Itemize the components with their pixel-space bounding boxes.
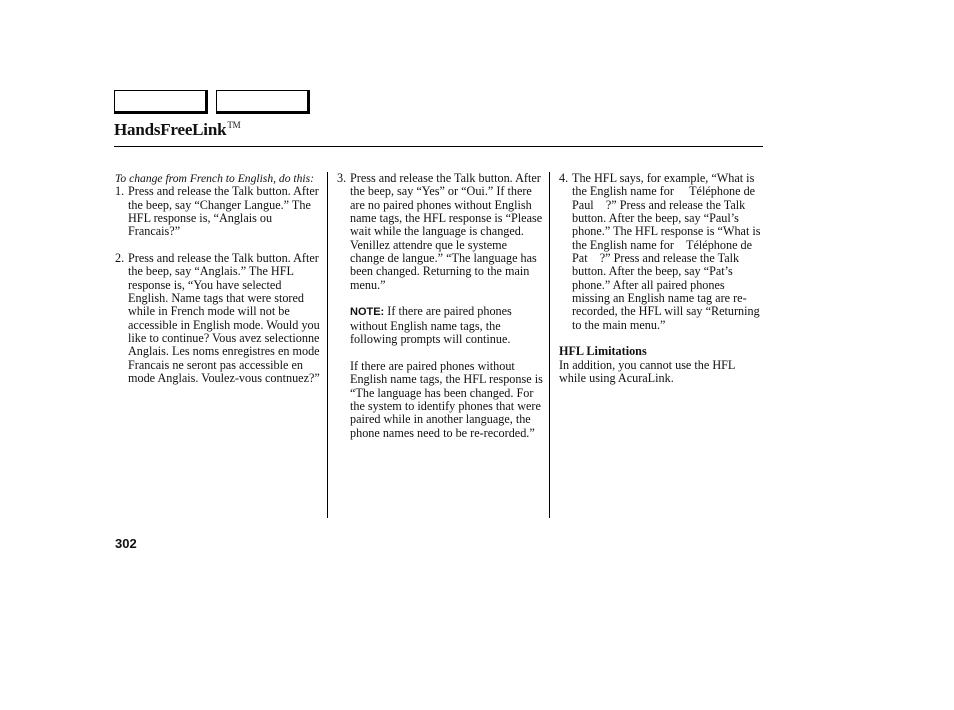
column-divider-2 bbox=[549, 172, 550, 518]
section-text: In addition, you cannot use the HFL while using AcuraLink. bbox=[559, 357, 735, 386]
step-number: 3. bbox=[337, 171, 347, 185]
nav-tab-box-1[interactable] bbox=[114, 90, 208, 114]
page-title-text: HandsFreeLink bbox=[114, 120, 227, 139]
step-2 bbox=[115, 252, 321, 385]
step-number: 4. bbox=[559, 171, 569, 185]
note-text: If there are paired phones without English name tags, the following prompts will continue. bbox=[350, 304, 512, 347]
intro-text: To change from French to English, do this: bbox=[115, 172, 315, 185]
title-rule bbox=[114, 146, 763, 147]
column-3 bbox=[559, 172, 765, 386]
note-block bbox=[337, 305, 543, 346]
note-paragraph: If there are paired phones without English name tags, the HFL response is “The language has been changed. For the system to identify phones that were paired while in another language, the phone names need to be re-recorded.” bbox=[350, 358, 543, 440]
step-number: 1. bbox=[115, 184, 125, 199]
page-number: 302 bbox=[115, 536, 137, 551]
trademark-mark: TM bbox=[227, 120, 241, 130]
column-divider-1 bbox=[327, 172, 328, 518]
nav-tab-box-2[interactable] bbox=[216, 90, 310, 114]
step-1 bbox=[115, 185, 321, 238]
step-text: The HFL says, for example, “What is the English name for Téléphone de Paul ?” Press and release the Talk button. After the beep, say “Paul’s phone.” The HFL response is “What is the English name for Téléphone de Pat ?” Press and release the Talk button. After the beep, say “Pat’s phone.” After all paired phones missing an English name tag are re-recorded, the HFL will say “Returning to the main menu.” bbox=[572, 171, 761, 332]
step-3 bbox=[337, 172, 543, 292]
note-label: NOTE: bbox=[350, 306, 385, 319]
page-title bbox=[114, 120, 240, 140]
column-2 bbox=[337, 172, 543, 440]
step-number: 2. bbox=[115, 251, 125, 266]
section-heading: HFL Limitations bbox=[559, 344, 647, 359]
step-text: Press and release the Talk button. After the beep, say “Anglais.” The HFL response is, “You have selected English. Name tags that were stored while in French mode will not be accessible in English mode. Would you like to continue? Vous avez selectionne Anglais. Les noms enregistres en mode Francais ne seront pas accessible en mode Anglais. Voulez-vous contnuez?” bbox=[128, 251, 320, 386]
step-text: Press and release the Talk button. After the beep, say “Yes” or “Oui.” If there are no paired phones without English name tags, the HFL response is “Please wait while the language is changed. Venillez attendre que le systeme change de langue.” “The language has been changed. Returning to the main menu.” bbox=[350, 171, 543, 292]
column-1 bbox=[115, 172, 321, 386]
step-4 bbox=[559, 172, 765, 332]
step-text: Press and release the Talk button. After the beep, say “Changer Langue.” The HFL response is, “Anglais ou Francais?” bbox=[128, 184, 319, 239]
